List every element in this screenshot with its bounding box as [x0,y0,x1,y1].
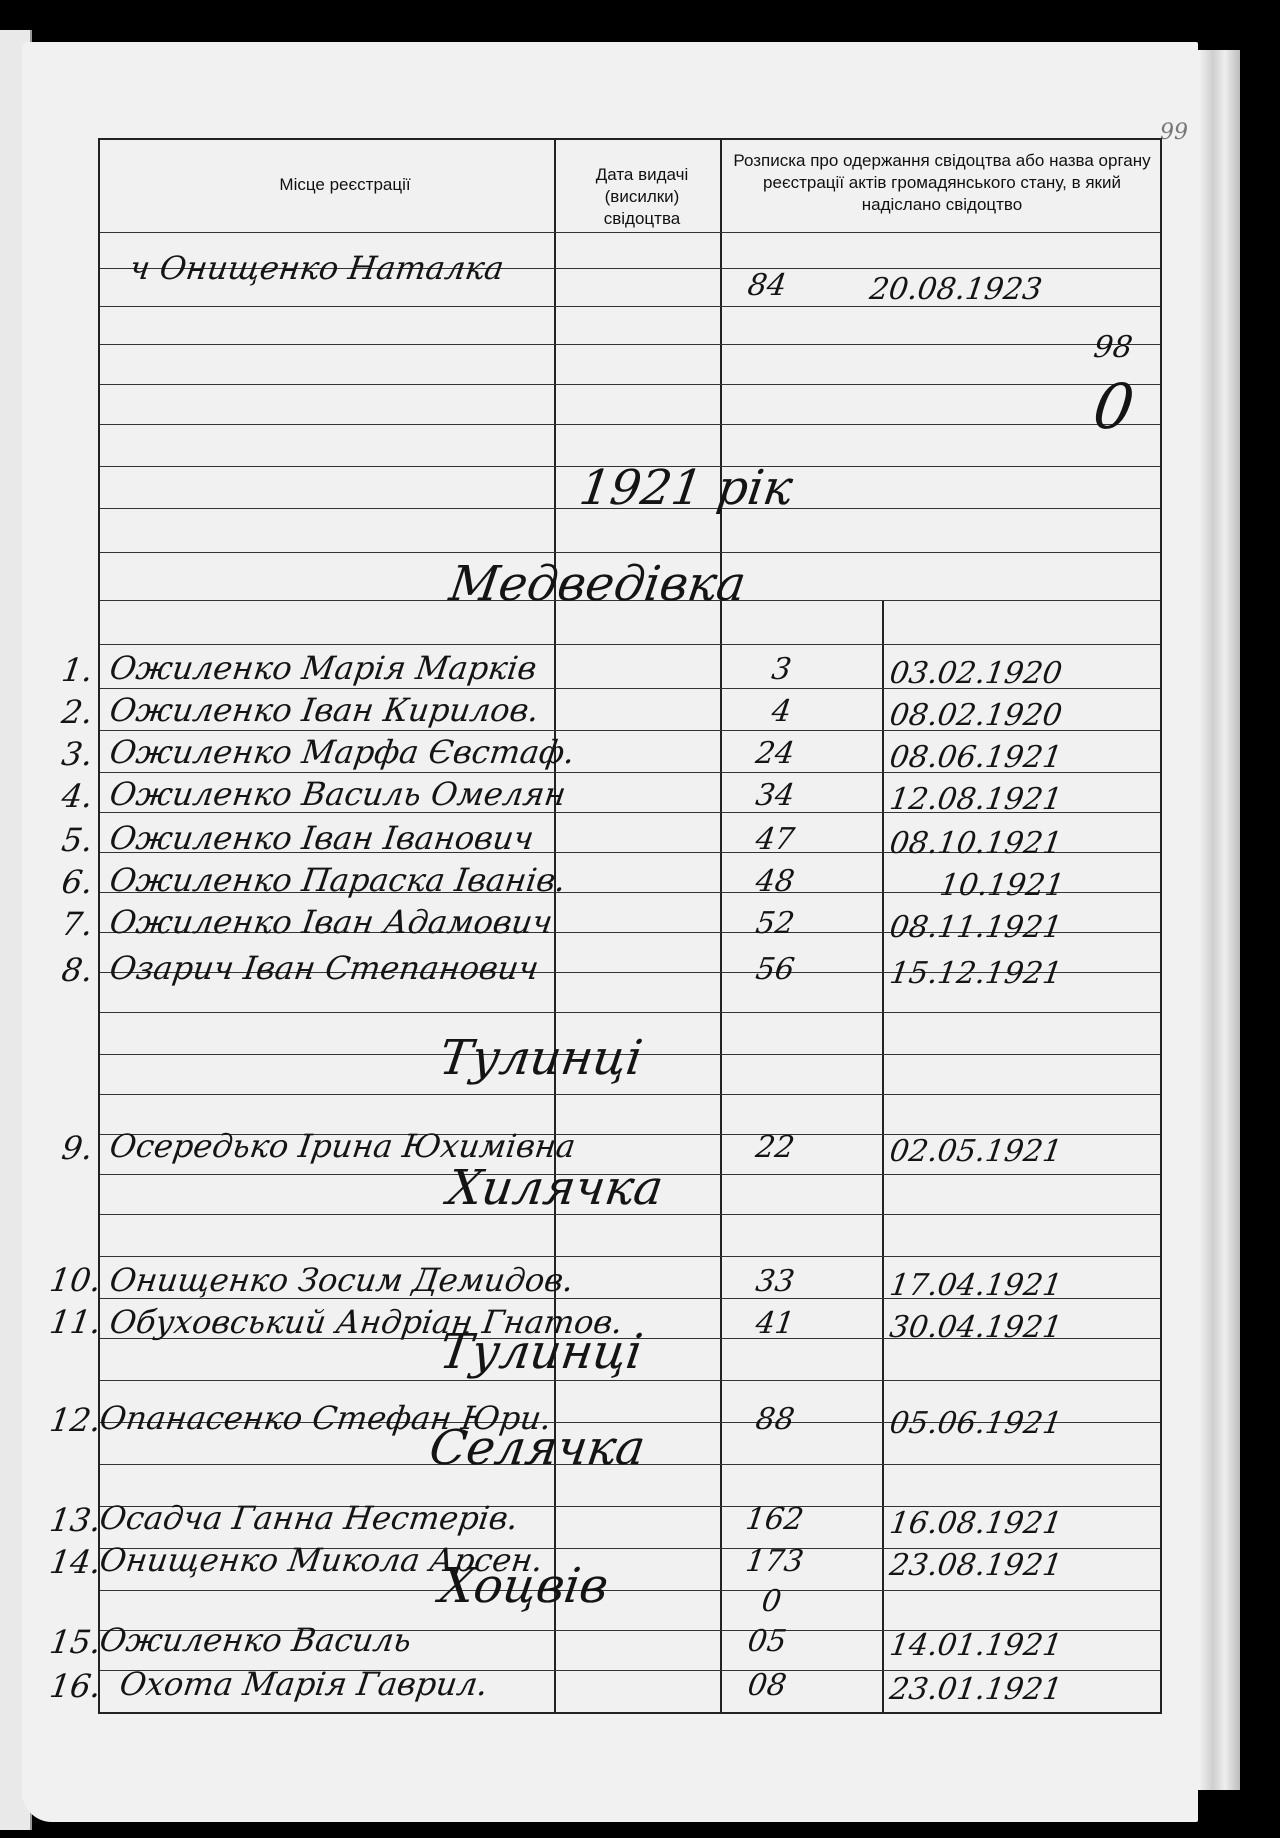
entry-name: Озарич Іван Степанович [107,949,542,987]
entry-index: 8. [59,951,96,989]
entry-name: Онищенко Зосим Демидов. [107,1261,577,1299]
header-place: Місце реєстрації [279,175,411,194]
entry-name: Ожиленко Василь Омелян [107,775,569,813]
col-divider-3 [882,600,884,1712]
entry-date: 08.06.1921 [887,740,1065,775]
entry-date: 30.04.1921 [887,1310,1065,1345]
row-line [100,644,1160,645]
entry-number: 34 [753,778,797,813]
entry-number: 24 [753,736,797,771]
entry-number: 56 [753,952,797,987]
entry-date: 02.05.1921 [887,1134,1065,1169]
village-heading: Хоцвів [436,1558,612,1614]
entry-index: 2. [59,693,96,731]
entry-number: 47 [753,822,797,857]
margin-mark-zero: 0 [1088,370,1139,443]
entry-date: 12.08.1921 [887,782,1065,817]
entry-index: 5. [59,821,96,859]
entry-date: 23.01.1921 [887,1672,1065,1707]
entry-date: 23.08.1921 [887,1548,1065,1583]
header-receipt: Розписка про одержання свідоцтва або назва органу реєстрації актів громадянського стану, в який надіслано свідоцтво [733,151,1151,214]
entry-index: 1. [59,651,96,689]
entry-name: Ожиленко Іван Адамович [107,903,555,941]
entry-index: 3. [59,735,96,773]
entry-number: 3 [769,652,794,687]
entry-date: 15.12.1921 [887,956,1065,991]
row-line [100,384,1160,385]
entry-number: 4 [769,694,794,729]
row-line [100,1590,1160,1591]
entry-number: 0 [759,1584,784,1619]
entry-index: 12. [47,1401,104,1439]
entry-number: 22 [753,1130,797,1165]
row-line [100,1012,1160,1013]
entry-name: Обуховський Андріан Гнатов. [107,1303,626,1341]
entry-name: Ожиленко Марія Марків [107,649,540,687]
entry-index: 11. [47,1303,104,1341]
entry-date: 10.1921 [937,868,1067,903]
entry-number: 173 [743,1544,806,1579]
village-heading: Хилячка [444,1160,667,1216]
row-line [100,344,1160,345]
col-divider-2 [720,140,722,1712]
entry-date: 17.04.1921 [887,1268,1065,1303]
year-heading: 1921 рік [576,460,797,516]
entry-name: Охота Марія Гаврил. [117,1665,491,1703]
entry-number: 05 [745,1624,789,1659]
first-entry-date: 20.08.1923 [867,272,1045,307]
header-date: Дата видачі (висилки) свідоцтва [595,165,689,228]
entry-name: Осередько Ірина Юхимівна [107,1127,578,1165]
row-line [100,1256,1160,1257]
entry-number: 52 [753,906,797,941]
entry-name: Опанасенко Стефан Юри. [97,1399,554,1437]
row-line [100,552,1160,553]
entry-index: 15. [47,1623,104,1661]
entry-number: 162 [743,1502,806,1537]
entry-name: Ожиленко Марфа Євстаф. [107,733,578,771]
entry-index: 16. [47,1667,104,1705]
entry-index: 4. [59,777,96,815]
entry-name: Ожиленко Василь [97,1621,414,1659]
row-line [100,1380,1160,1381]
first-entry-number: 84 [745,268,789,303]
entry-name: Осадча Ганна Нестерів. [97,1499,521,1537]
entry-index: 14. [47,1543,104,1581]
entry-date: 08.02.1920 [887,698,1065,733]
entry-index: 10. [47,1261,104,1299]
entry-date: 03.02.1920 [887,656,1065,691]
row-line [100,424,1160,425]
row-line [100,1094,1160,1095]
col-divider-1 [554,140,556,1712]
row-line [100,232,1160,233]
entry-index: 7. [59,905,96,943]
entry-index: 9. [59,1129,96,1167]
entry-name: Онищенко Микола Арсен. [97,1541,546,1579]
village-heading: Селячка [426,1420,649,1476]
margin-mark-98: 98 [1091,330,1135,365]
entry-date: 08.10.1921 [887,826,1065,861]
entry-index: 13. [47,1501,104,1539]
village-heading: Тулинці [436,1030,646,1086]
entry-date: 14.01.1921 [887,1628,1065,1663]
entry-number: 88 [753,1402,797,1437]
entry-name: Ожиленко Іван Іванович [107,819,537,857]
entry-date: 16.08.1921 [887,1506,1065,1541]
entry-date: 08.11.1921 [887,910,1065,945]
page-number: 99 [1160,120,1188,145]
entry-number: 33 [753,1264,797,1299]
first-entry-name: ч Онищенко Наталка [127,249,507,287]
entry-date: 05.06.1921 [887,1406,1065,1441]
entry-name: Ожиленко Параска Іванів. [107,861,569,899]
entry-index: 6. [59,863,96,901]
village-heading: Медведівка [446,556,750,612]
entry-number: 41 [753,1306,797,1341]
village-heading: Тулинці [436,1324,646,1380]
entry-number: 08 [745,1668,789,1703]
entry-number: 48 [753,864,797,899]
entry-name: Ожиленко Іван Кирилов. [107,691,542,729]
